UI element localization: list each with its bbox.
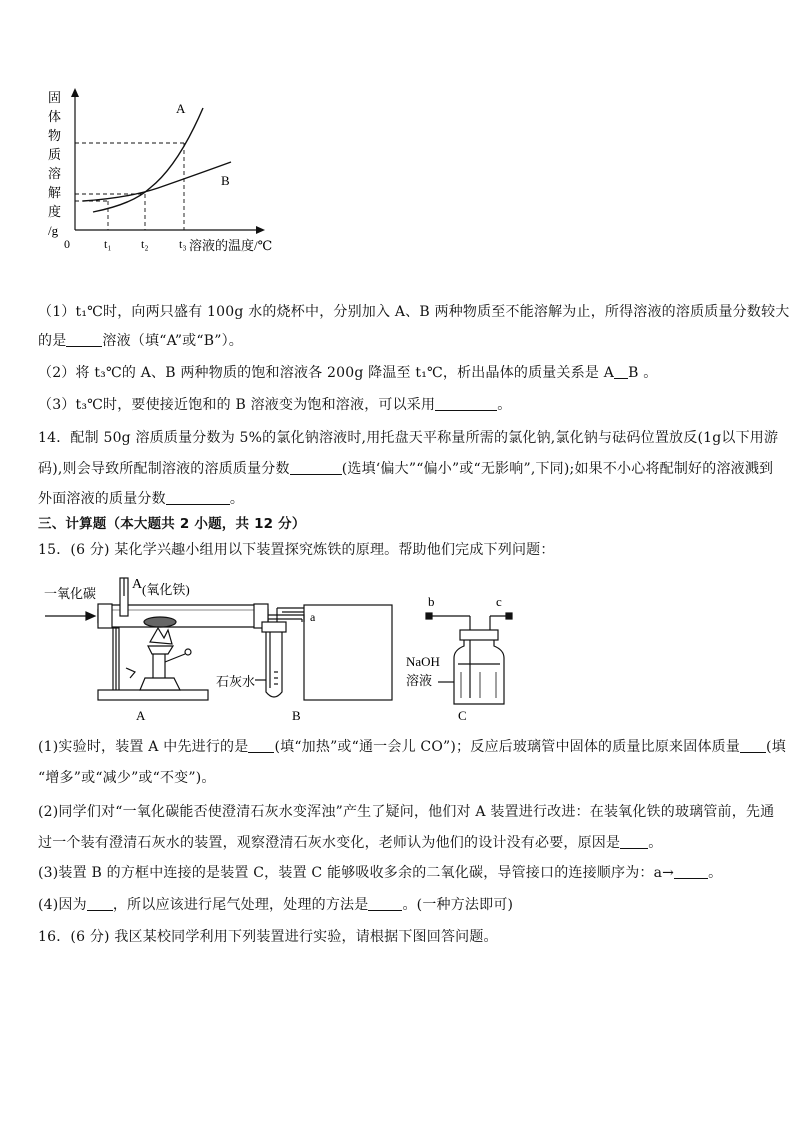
q14-line3-text-end: 。 [229, 491, 245, 507]
left-stopper [98, 604, 112, 628]
q13-part1-text: 的是 [38, 333, 67, 349]
answer-blank[interactable] [620, 834, 648, 849]
port-b-label: b [428, 594, 435, 609]
q15-part1-line2: “增多”或“减少”或“不变”)。 [38, 770, 216, 786]
section-title: 三、计算题（本大题共 2 小题，共 12 分） [38, 516, 306, 532]
solubility-graph [38, 88, 338, 258]
stand-base [98, 690, 208, 700]
curve-a [93, 108, 203, 212]
q15-part2-line1: (2)同学们对“一氧化碳能否使澄清石灰水变浑浊”产生了疑问，他们对 A 装置进行改进：在装氧化铁的玻璃管前，先通 [38, 804, 775, 820]
y-label-char: 度 [48, 204, 62, 219]
y-label-char: 固 [48, 90, 62, 105]
q14-line2-text-end: (选填‘偏大”“偏小”或“无影响”,下同);如果不小心将配制好的溶液溅到 [341, 461, 774, 477]
answer-blank[interactable] [674, 864, 708, 879]
q15-part2-text-end: 。 [648, 835, 663, 851]
q15-part1-line1 [38, 737, 786, 757]
q14-line2-text: 码),则会导致所配制溶液的溶质质量分数 [38, 461, 290, 477]
answer-blank[interactable] [66, 332, 102, 347]
answer-blank[interactable] [368, 896, 402, 911]
y-label-char: 溶 [48, 166, 62, 181]
q13-part3 [38, 395, 511, 415]
caption-b: B [292, 708, 301, 723]
answer-blank[interactable] [740, 738, 766, 753]
q13-part2-text: （2）将 t₃℃的 A、B 两种物质的饱和溶液各 200g 降温至 t₁℃，析出晶体的质量关系是 A [38, 365, 615, 381]
limewater-label: 石灰水 [216, 674, 256, 689]
q15-part2-text: 过一个装有澄清石灰水的装置，观察澄清石灰水变化，老师认为他们的设计没有必要，原因是 [38, 835, 621, 851]
answer-blank[interactable] [435, 396, 497, 411]
y-label-char: 质 [48, 147, 62, 162]
q15-part1-text: (1)实验时，装置 A 中先进行的是 [38, 739, 249, 755]
apparatus-diagram [40, 568, 540, 728]
q13-part1-text-end: 溶液（填“A”或“B”）。 [102, 333, 243, 349]
q15-part1-text-end: (填 [766, 739, 786, 755]
q15-part3-text-end: 。 [708, 865, 723, 881]
q15-intro: 15．(6 分) 某化学兴趣小组用以下装置探究炼铁的原理。帮助他们完成下列问题： [38, 542, 555, 558]
q15-part3-text: (3)装置 B 的方框中连接的是装置 C，装置 C 能够吸收多余的二氧化碳，导管接口的连接顺序为：a→ [38, 865, 675, 881]
q15-part4-text-mid: ，所以应该进行尾气处理，处理的方法是 [112, 897, 369, 913]
answer-blank[interactable] [87, 896, 113, 911]
t3-label: t₃ [179, 237, 187, 251]
iron-oxide [144, 617, 176, 627]
co-label: 一氧化碳 [44, 586, 97, 601]
fe2o3-label: (氧化铁) [142, 582, 190, 597]
q15-part4 [38, 895, 513, 915]
q13-part1-line2 [38, 331, 243, 351]
q14-line3-text: 外面溶液的质量分数 [38, 491, 166, 507]
y-axis-label [48, 90, 61, 238]
y-axis-arrow [71, 88, 79, 97]
connection-box [304, 605, 392, 700]
q16-intro: 16．(6 分) 我区某校同学利用下列装置进行实验，请根据下图回答问题。 [38, 929, 498, 945]
q15-part3 [38, 863, 722, 883]
t1-label: t₁ [104, 237, 112, 251]
q15-part4-text-end: 。(一种方法即可) [402, 897, 514, 913]
y-label-char: /g [48, 223, 59, 238]
naoh-label: NaOH [406, 654, 440, 669]
q14-line2 [38, 459, 773, 479]
q15-part2-line2 [38, 833, 662, 853]
t2-label: t₂ [141, 237, 149, 251]
q13-part1-line1: （1）t₁℃时，向两只盛有 100g 水的烧杯中，分别加入 A、B 两种物质至不能溶解为止，所得溶液的溶质质量分数较大 [38, 304, 790, 320]
naoh-solution-label: 溶液 [406, 673, 433, 688]
q15-part4-text: (4)因为 [38, 897, 87, 913]
x-axis-arrow [256, 226, 265, 234]
port-c-label: c [496, 594, 502, 609]
box-port-a-label: a [310, 610, 316, 624]
device-a-port-label: A [132, 577, 143, 592]
q13-part2 [38, 363, 657, 383]
q13-part2-text-end: B 。 [628, 365, 658, 381]
x-axis-label: 溶液的温度/℃ [189, 238, 273, 253]
answer-blank[interactable] [166, 490, 230, 505]
curve-a-label: A [176, 101, 186, 116]
answer-blank[interactable] [614, 364, 628, 379]
y-label-char: 物 [48, 128, 62, 143]
caption-a: A [136, 708, 146, 723]
answer-blank[interactable] [290, 460, 342, 475]
origin-label: 0 [64, 237, 70, 251]
q15-part1-text-mid: (填“加热”或“通一会儿 CO”)；反应后玻璃管中固体的质量比原来固体质量 [274, 739, 741, 755]
q13-part3-text: （3）t₃℃时，要使接近饱和的 B 溶液变为饱和溶液，可以采用 [38, 397, 436, 413]
curve-b-label: B [221, 173, 230, 188]
c-stopper [460, 630, 498, 640]
q14-line1: 14．配制 50g 溶质质量分数为 5%的氯化钠溶液时,用托盘天平称量所需的氯化钠,氯化钠与砝码位置放反(1g以下用游 [38, 430, 779, 446]
q13-part3-text-end: 。 [497, 397, 512, 413]
y-label-char: 体 [48, 109, 62, 124]
q14-line3 [38, 489, 244, 509]
b-stopper [262, 622, 286, 632]
y-label-char: 解 [48, 185, 62, 200]
caption-c: C [458, 708, 467, 723]
answer-blank[interactable] [248, 738, 274, 753]
